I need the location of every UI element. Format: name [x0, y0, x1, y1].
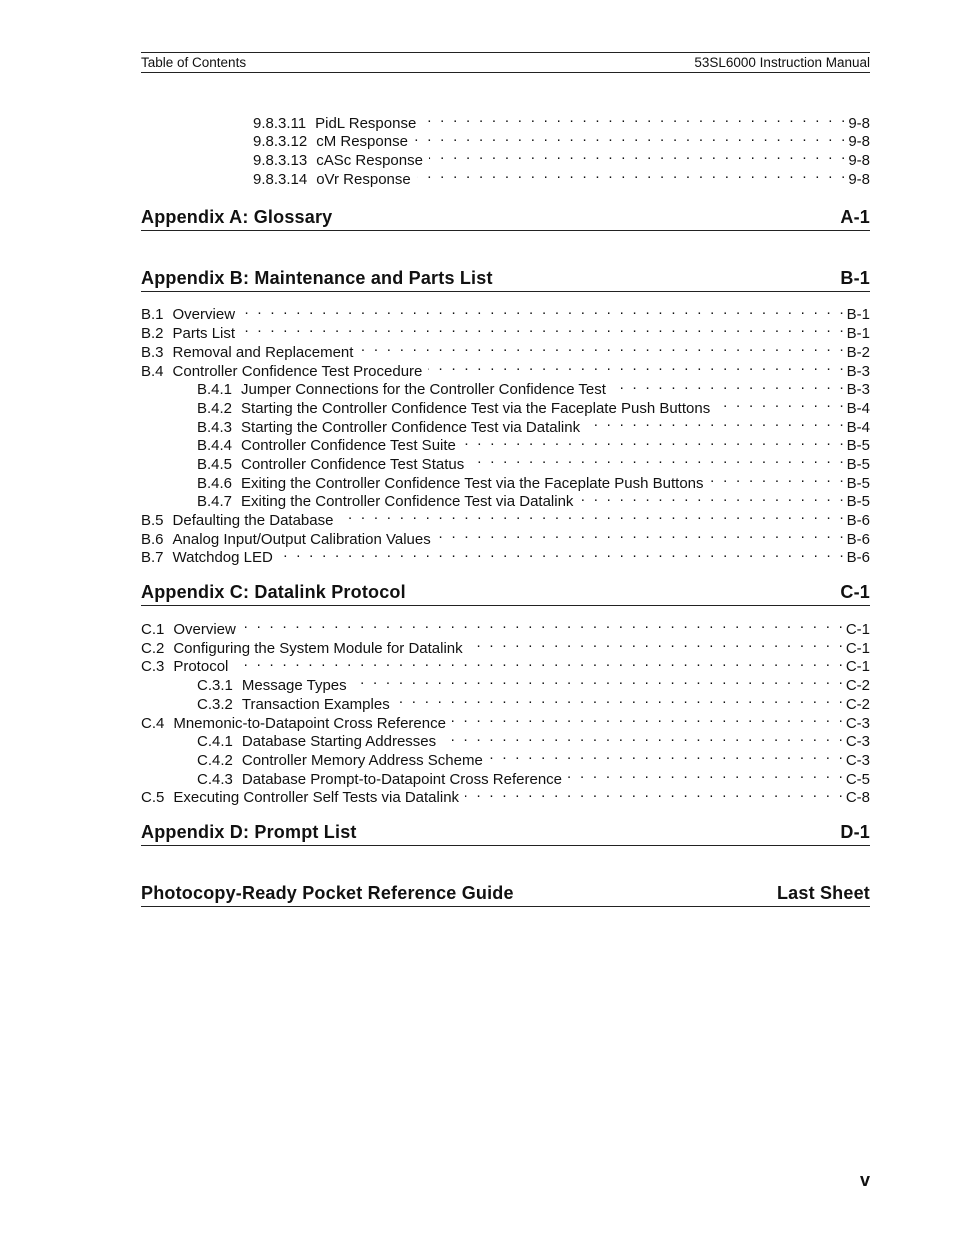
- toc-entry-number: 9.8.3.14: [253, 170, 308, 188]
- toc-entry[interactable]: [141, 671, 870, 695]
- dot-leader: [241, 301, 844, 320]
- dot-leader: [417, 165, 846, 184]
- toc-entry-number: 9.8.3.11: [253, 114, 307, 132]
- toc-entry-page: B-5: [846, 493, 870, 511]
- toc-entry-number: C.4.3: [197, 770, 233, 788]
- toc-entry-number: B.4.1: [197, 381, 233, 399]
- toc-entry-number: B.5: [141, 512, 164, 530]
- appendix-d-title: Appendix D: Prompt List: [141, 822, 357, 843]
- toc-entry-page: C-2: [845, 677, 870, 695]
- toc-entry-title: Exiting the Controller Confidence Test via the Faceplate Push Buttons: [241, 474, 704, 492]
- toc-entry-number: C.1: [141, 621, 165, 639]
- toc-entry[interactable]: [141, 301, 870, 324]
- toc-entry-number: C.3.2: [197, 695, 233, 713]
- toc-entry-page: B-5: [846, 455, 870, 473]
- appendix-b-entries: [141, 301, 870, 567]
- appendix-a-title: Appendix A: Glossary: [141, 206, 333, 227]
- toc-entry-title: Mnemonic-to-Datapoint Cross Reference: [173, 714, 446, 732]
- toc-entry-title: Starting the Controller Confidence Test via Datalink: [241, 418, 581, 436]
- toc-entry[interactable]: [141, 653, 870, 676]
- dot-leader: [437, 525, 844, 544]
- toc-entry-page: C-8: [845, 789, 870, 807]
- toc-entry-number: C.4.1: [197, 733, 233, 751]
- toc-entry-title: Overview: [172, 306, 236, 324]
- toc-entry-number: C.2: [141, 639, 165, 657]
- toc-entry-title: Protocol: [173, 658, 229, 676]
- dot-leader: [579, 488, 843, 507]
- toc-entry-page: C-2: [845, 695, 870, 713]
- toc-entry-title: Database Starting Addresses: [241, 733, 437, 751]
- pocket-guide-page: Last Sheet: [776, 883, 870, 904]
- table-of-contents: [141, 109, 870, 916]
- toc-entry-page: 9-8: [848, 170, 870, 188]
- toc-entry-number: B.2: [141, 325, 164, 343]
- dot-leader: [586, 413, 844, 432]
- dot-leader: [452, 709, 843, 728]
- toc-entry-number: C.3: [141, 658, 165, 676]
- toc-entry[interactable]: [141, 319, 870, 343]
- toc-entry-title: Jumper Connections for the Controller Confidence Test: [241, 381, 606, 399]
- toc-entry-page: B-3: [846, 381, 870, 399]
- toc-entry-title: Controller Confidence Test Suite: [241, 437, 456, 455]
- toc-entry[interactable]: [141, 338, 870, 361]
- dot-leader: [234, 653, 842, 672]
- toc-entry-page: 9-8: [848, 114, 870, 132]
- toc-entry-page: B-6: [846, 530, 870, 548]
- dot-leader: [428, 357, 843, 376]
- pocket-guide-heading[interactable]: [141, 880, 870, 907]
- appendix-d-heading[interactable]: [141, 819, 870, 846]
- toc-entry-number: B.4.7: [197, 493, 233, 511]
- toc-entry-number: 9.8.3.13: [253, 152, 308, 170]
- header-section-title: Table of Contents: [141, 55, 247, 70]
- toc-entry-title: Controller Memory Address Scheme: [241, 751, 483, 769]
- toc-entry-page: B-1: [846, 306, 870, 324]
- dot-leader: [462, 432, 844, 451]
- toc-entry-page: B-5: [846, 474, 870, 492]
- toc-entry-number: C.5: [141, 789, 165, 807]
- appendix-b-page: B-1: [840, 267, 870, 288]
- toc-entry[interactable]: [141, 165, 870, 188]
- toc-entry-number: B.4.2: [197, 399, 233, 417]
- dot-leader: [279, 544, 844, 563]
- pocket-guide-title: Photocopy-Ready Pocket Reference Guide: [141, 883, 514, 904]
- dot-leader: [489, 746, 843, 765]
- toc-entry-page: B-4: [846, 418, 870, 436]
- toc-entry-number: B.6: [141, 530, 164, 548]
- toc-entry[interactable]: [141, 615, 870, 639]
- dot-leader: [396, 690, 843, 709]
- toc-entry-number: C.4: [141, 714, 165, 732]
- appendix-a-heading[interactable]: [141, 204, 870, 231]
- dot-leader: [442, 728, 843, 747]
- dot-leader: [469, 634, 843, 653]
- toc-entry-page: C-1: [845, 658, 870, 676]
- appendix-c-page: C-1: [840, 582, 870, 603]
- toc-entry-title: Analog Input/Output Calibration Values: [172, 530, 431, 548]
- toc-entry-title: Overview: [173, 621, 236, 639]
- toc-entry-page: B-5: [846, 437, 870, 455]
- appendix-c-entries: [141, 615, 870, 807]
- dot-leader: [359, 338, 843, 357]
- appendix-c-heading[interactable]: [141, 579, 870, 606]
- toc-entry-title: Starting the Controller Confidence Test via the Faceplate Push Buttons: [241, 399, 711, 417]
- toc-entry-title: Configuring the System Module for Datalink: [173, 639, 463, 657]
- dot-leader: [414, 128, 845, 147]
- toc-entry-number: 9.8.3.12: [253, 133, 308, 151]
- toc-entry-number: C.4.2: [197, 751, 233, 769]
- toc-entry-page: B-4: [846, 399, 870, 417]
- toc-entry-title: Exiting the Controller Confidence Test via Datalink: [241, 493, 574, 511]
- toc-entry-title: cM Response: [316, 133, 408, 151]
- appendix-d-page: D-1: [840, 822, 870, 843]
- dot-leader: [470, 450, 843, 469]
- toc-entry-page: C-1: [845, 621, 870, 639]
- dot-leader: [353, 671, 843, 690]
- toc-entry[interactable]: [141, 146, 870, 170]
- toc-entry-number: B.4.5: [197, 455, 233, 473]
- header-manual-title: 53SL6000 Instruction Manual: [694, 55, 870, 70]
- toc-entry-title: Message Types: [241, 677, 347, 695]
- running-header: [141, 52, 870, 73]
- toc-entry-number: B.4.4: [197, 437, 233, 455]
- toc-entry-page: B-3: [846, 362, 870, 380]
- toc-entry-title: Controller Confidence Test Status: [241, 455, 465, 473]
- dot-leader: [241, 319, 844, 338]
- dot-leader: [710, 469, 844, 488]
- toc-entry-page: C-3: [845, 733, 870, 751]
- toc-entry-title: oVr Response: [316, 170, 411, 188]
- toc-entry-title: Executing Controller Self Tests via Datalink: [173, 789, 460, 807]
- toc-entry-title: Database Prompt-to-Datapoint Cross Reference: [241, 770, 563, 788]
- dot-leader: [339, 506, 843, 525]
- toc-entry-number: B.7: [141, 549, 164, 567]
- toc-entry-page: 9-8: [848, 152, 870, 170]
- page-number: v: [859, 1170, 870, 1190]
- dot-leader: [568, 765, 843, 784]
- toc-entry-page: 9-8: [848, 133, 870, 151]
- dot-leader: [242, 615, 843, 634]
- toc-entry-title: Watchdog LED: [172, 549, 273, 567]
- toc-entry-title: cASc Response: [316, 152, 423, 170]
- toc-entry-page: C-5: [845, 770, 870, 788]
- dot-leader: [465, 784, 843, 803]
- toc-entry-title: PidL Response: [315, 114, 417, 132]
- toc-entry-title: Removal and Replacement: [172, 343, 354, 361]
- toc-entry-page: C-3: [845, 751, 870, 769]
- dot-leader: [429, 146, 845, 165]
- toc-entry-number: C.3.1: [197, 677, 233, 695]
- toc-entry[interactable]: [141, 634, 870, 657]
- appendix-a-page: A-1: [840, 206, 870, 227]
- toc-entry[interactable]: [141, 109, 870, 132]
- toc-entry-title: Defaulting the Database: [172, 512, 334, 530]
- appendix-c-title: Appendix C: Datalink Protocol: [141, 582, 406, 603]
- toc-entry-number: B.1: [141, 306, 164, 324]
- section-9-entries: [141, 109, 870, 188]
- dot-leader: [716, 394, 843, 413]
- toc-entry-number: B.4.6: [197, 474, 233, 492]
- appendix-b-title: Appendix B: Maintenance and Parts List: [141, 267, 493, 288]
- toc-entry-page: B-2: [846, 343, 870, 361]
- toc-entry-title: Parts List: [172, 325, 236, 343]
- dot-leader: [422, 109, 845, 128]
- toc-entry-number: B.4: [141, 362, 164, 380]
- toc-entry-page: B-1: [846, 325, 870, 343]
- toc-entry-number: B.3: [141, 343, 164, 361]
- appendix-b-heading[interactable]: [141, 265, 870, 292]
- toc-entry-title: Controller Confidence Test Procedure: [172, 362, 423, 380]
- toc-entry[interactable]: [141, 128, 870, 151]
- toc-entry-page: C-3: [845, 714, 870, 732]
- toc-entry-title: Transaction Examples: [241, 695, 390, 713]
- toc-entry-page: B-6: [846, 512, 870, 530]
- toc-entry-number: B.4.3: [197, 418, 233, 436]
- toc-entry-page: B-6: [846, 549, 870, 567]
- toc-entry-page: C-1: [845, 639, 870, 657]
- dot-leader: [612, 376, 844, 395]
